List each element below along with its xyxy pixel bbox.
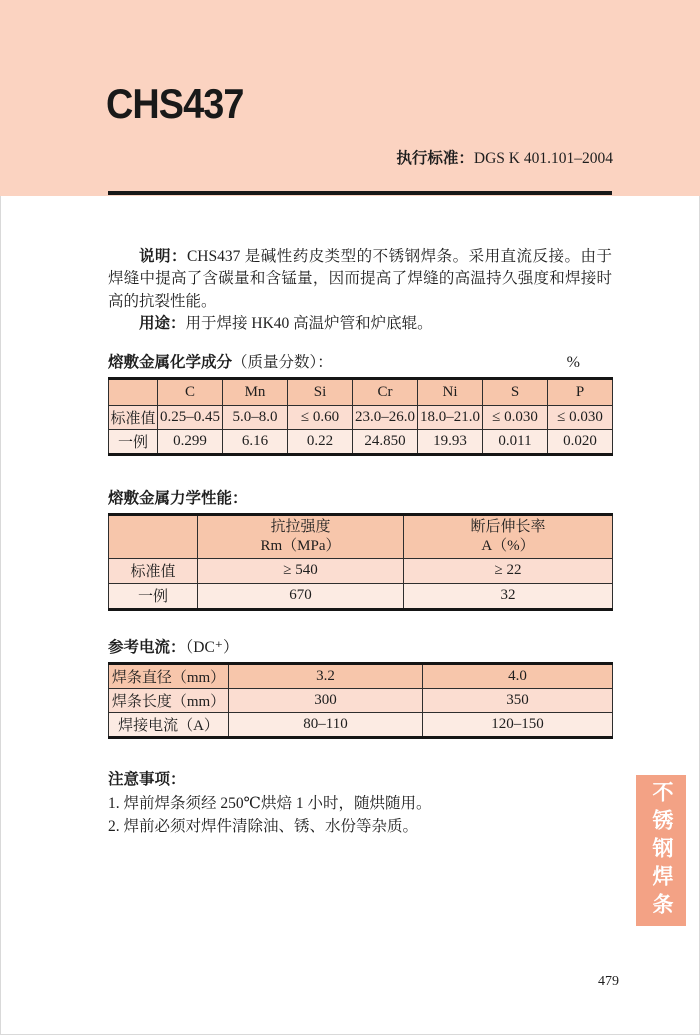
diameter-row: [109, 663, 613, 688]
cell-Ni-std: 18.0–21.0: [418, 405, 483, 429]
col-header-S: S: [483, 378, 548, 405]
col-header-P: P: [548, 378, 613, 405]
chem-title-rest: （质量分数）：: [232, 353, 333, 371]
cell-Mn-ex: 6.16: [223, 429, 288, 454]
corner-cell: [109, 378, 158, 405]
mechanical-properties-table: [108, 513, 613, 611]
row-label: 一例: [109, 583, 198, 609]
main-content: [108, 196, 612, 838]
cell-tensile-ex: 670: [198, 583, 404, 609]
product-title: CHS437: [106, 80, 244, 127]
page-header-band: [0, 0, 700, 196]
cell-current-2: 120–150: [423, 712, 613, 737]
cell-C-ex: 0.299: [158, 429, 223, 454]
row-label: 焊条长度（mm）: [109, 688, 229, 712]
chem-section-title-row: [108, 353, 612, 372]
cell-P-ex: 0.020: [548, 429, 613, 454]
tensile-line2: Rm（MPa）: [260, 537, 341, 554]
header-divider-rule: [108, 191, 612, 195]
notes-title: 注意事项：: [108, 770, 186, 788]
tensile-line1: 抗拉强度: [270, 518, 331, 535]
cell-C-std: 0.25–0.45: [158, 405, 223, 429]
cell-diameter-1: 3.2: [229, 663, 423, 688]
cell-Cr-ex: 24.850: [353, 429, 418, 454]
cell-S-std: ≤ 0.030: [483, 405, 548, 429]
col-header-Si: Si: [288, 378, 353, 405]
cell-S-ex: 0.011: [483, 429, 548, 454]
elongation-line2: A（%）: [481, 537, 535, 554]
note-item-1: 1. 焊前焊条须经 250℃烘焙 1 小时，随烘随用。: [108, 794, 432, 812]
col-header-C: C: [158, 378, 223, 405]
row-label: 焊条直径（mm）: [109, 663, 229, 688]
current-title-rest: （DC⁺）: [185, 638, 239, 656]
standard-label: 执行标准：: [396, 150, 474, 167]
page-number: 479: [598, 974, 619, 989]
cell-P-std: ≤ 0.030: [548, 405, 613, 429]
chem-example-row: [109, 429, 613, 454]
cell-elong-std: ≥ 22: [404, 558, 613, 583]
chem-title-bold: 熔敷金属化学成分: [108, 353, 233, 371]
cell-elong-ex: 32: [404, 583, 613, 609]
chem-section-title: [108, 353, 333, 372]
elongation-line1: 断后伸长率: [470, 518, 546, 535]
corner-cell: [109, 514, 198, 558]
chem-standard-row: [109, 405, 613, 429]
mech-example-row: [109, 583, 613, 609]
chemical-composition-table: [108, 377, 613, 456]
cell-diameter-2: 4.0: [423, 663, 613, 688]
note-item-2: 2. 焊前必须对焊件清除油、锈、水份等杂质。: [108, 817, 419, 835]
usage-label: 用途：: [139, 315, 186, 333]
cell-Si-std: ≤ 0.60: [288, 405, 353, 429]
usage-text: 用于焊接 HK40 高温炉管和炉底辊。: [185, 315, 433, 333]
current-section-title: [108, 638, 612, 657]
current-row: [109, 712, 613, 737]
description-text: CHS437 是碱性药皮类型的不锈钢焊条。采用直流反接。由于焊缝中提高了含碳量和含锰量，因而提高了焊缝的高温持久强度和焊接时高的抗裂性能。: [108, 248, 612, 310]
col-header-Ni: Ni: [418, 378, 483, 405]
current-title-bold: 参考电流：: [108, 638, 186, 656]
cell-Ni-ex: 19.93: [418, 429, 483, 454]
chem-unit-percent: %: [566, 353, 580, 371]
cell-Mn-std: 5.0–8.0: [223, 405, 288, 429]
row-label: 焊接电流（A）: [109, 712, 229, 737]
mech-standard-row: [109, 558, 613, 583]
col-header-Mn: Mn: [223, 378, 288, 405]
col-header-Cr: Cr: [353, 378, 418, 405]
row-label: 标准值: [109, 405, 158, 429]
standard-value: DGS K 401.101–2004: [473, 150, 613, 167]
cell-Cr-std: 23.0–26.0: [353, 405, 418, 429]
category-side-tab: 不锈钢焊条: [636, 775, 686, 926]
notes-section: [108, 768, 612, 838]
cell-Si-ex: 0.22: [288, 429, 353, 454]
col-header-elongation: [404, 514, 613, 558]
cell-current-1: 80–110: [229, 712, 423, 737]
mech-header-row: [109, 514, 613, 558]
description-label: 说明：: [139, 248, 187, 265]
reference-current-table: [108, 662, 613, 739]
mech-section-title: 熔敷金属力学性能：: [108, 489, 248, 507]
length-row: [109, 688, 613, 712]
cell-length-1: 300: [229, 688, 423, 712]
row-label: 一例: [109, 429, 158, 454]
description-paragraph: [108, 246, 612, 313]
execution-standard: [396, 146, 613, 168]
usage-paragraph: [108, 313, 612, 335]
chem-header-row: [109, 378, 613, 405]
col-header-tensile: [198, 514, 404, 558]
row-label: 标准值: [109, 558, 198, 583]
cell-tensile-std: ≥ 540: [198, 558, 404, 583]
cell-length-2: 350: [423, 688, 613, 712]
